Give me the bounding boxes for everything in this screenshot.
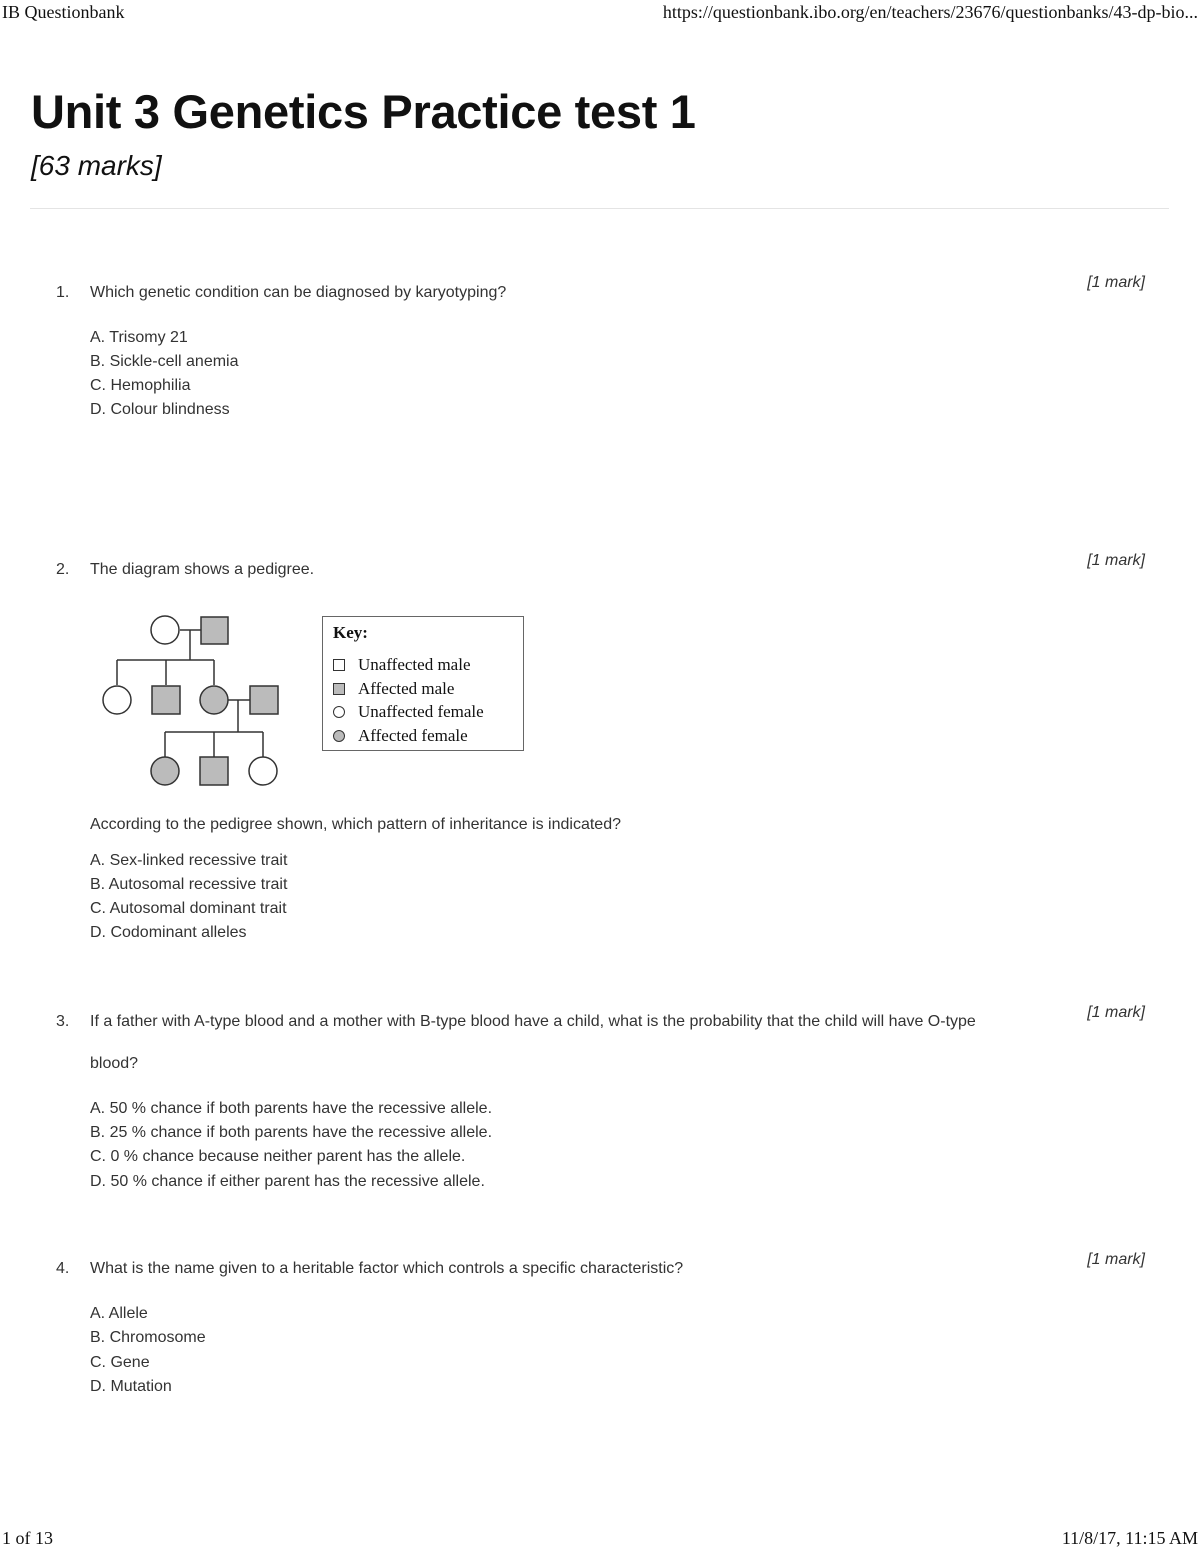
question-text: The diagram shows a pedigree. [90, 561, 315, 578]
question-text: What is the name given to a heritable factor which controls a specific characteristic? [90, 1260, 684, 1277]
option-d: D. Codominant alleles [90, 924, 247, 941]
key-title: Key: [333, 623, 368, 642]
affected-female [151, 757, 179, 785]
option-b: B. Autosomal recessive trait [90, 876, 288, 893]
question-number: 3. [56, 1013, 70, 1030]
print-header-site: IB Questionbank [2, 2, 125, 22]
affected-male [250, 686, 278, 714]
question-text: Which genetic condition can be diagnosed by karyotyping? [90, 284, 507, 301]
affected-female [200, 686, 228, 714]
question-text: If a father with A-type blood and a mother with B-type blood have a child, what is the probability that the child will have O-type [90, 1013, 976, 1030]
key-row-unaffected-male [333, 655, 470, 675]
unaffected-male-icon [333, 659, 345, 671]
key-row-affected-male [333, 679, 454, 699]
option-c: C. Hemophilia [90, 377, 191, 394]
unaffected-female-icon [333, 706, 345, 718]
print-footer-page: 1 of 13 [2, 1528, 53, 1548]
unaffected-female [151, 616, 179, 644]
question-marks: [1 mark] [1087, 552, 1145, 569]
option-a: A. 50 % chance if both parents have the recessive allele. [90, 1100, 493, 1117]
affected-male [152, 686, 180, 714]
page-title: Unit 3 Genetics Practice test 1 [31, 85, 696, 138]
unaffected-female [249, 757, 277, 785]
affected-male [201, 617, 228, 644]
key-label: Affected female [358, 726, 468, 745]
affected-male [200, 757, 228, 785]
print-header-url: https://questionbank.ibo.org/en/teachers/23676/questionbanks/43-dp-bio... [662, 2, 1198, 22]
option-b: B. Sickle-cell anemia [90, 353, 239, 370]
total-marks: [63 marks] [31, 150, 162, 181]
question-number: 4. [56, 1260, 70, 1277]
key-label: Unaffected male [358, 655, 471, 674]
pedigree-diagram [95, 608, 285, 790]
unaffected-female [103, 686, 131, 714]
pedigree-lines [117, 630, 263, 757]
option-d: D. 50 % chance if either parent has the recessive allele. [90, 1173, 485, 1190]
question-number: 2. [56, 561, 70, 578]
option-a: A. Trisomy 21 [90, 329, 188, 346]
question-marks: [1 mark] [1087, 1251, 1145, 1268]
question-followup: According to the pedigree shown, which pattern of inheritance is indicated? [90, 816, 621, 833]
print-footer-timestamp: 11/8/17, 11:15 AM [1061, 1528, 1198, 1548]
key-label: Affected male [358, 679, 455, 698]
affected-male-icon [333, 683, 345, 695]
key-row-affected-female [333, 726, 468, 746]
question-text-continued: blood? [90, 1055, 139, 1072]
pedigree-key [322, 616, 524, 751]
option-c: C. Autosomal dominant trait [90, 900, 287, 917]
title-divider [30, 208, 1169, 209]
option-c: C. 0 % chance because neither parent has the allele. [90, 1148, 466, 1165]
question-marks: [1 mark] [1087, 1004, 1145, 1021]
option-a: A. Allele [90, 1305, 148, 1322]
option-b: B. 25 % chance if both parents have the recessive allele. [90, 1124, 493, 1141]
option-d: D. Colour blindness [90, 401, 230, 418]
option-d: D. Mutation [90, 1378, 172, 1395]
option-c: C. Gene [90, 1354, 150, 1371]
affected-female-icon [333, 730, 345, 742]
key-label: Unaffected female [358, 702, 484, 721]
question-marks: [1 mark] [1087, 274, 1145, 291]
option-a: A. Sex-linked recessive trait [90, 852, 288, 869]
option-b: B. Chromosome [90, 1329, 206, 1346]
question-number: 1. [56, 284, 70, 301]
key-row-unaffected-female [333, 702, 484, 722]
